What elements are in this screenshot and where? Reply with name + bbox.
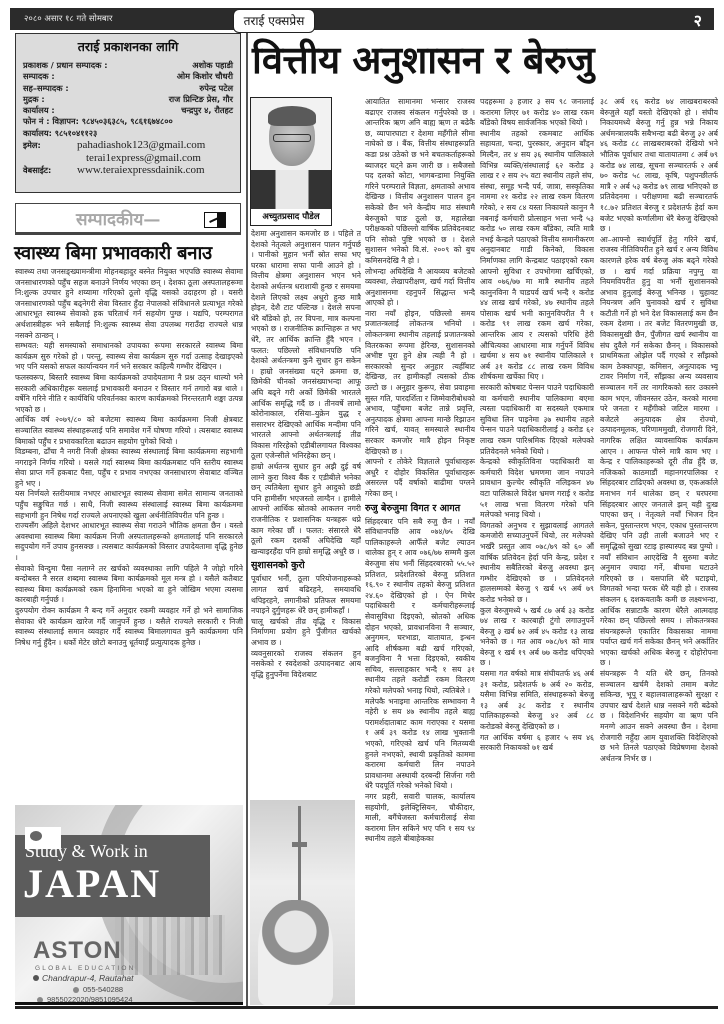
issue-date: २०८० असार १८ गते सोमबार xyxy=(24,14,113,24)
ad-mobile xyxy=(37,995,133,1004)
ad-phone xyxy=(73,985,123,994)
imprint-box xyxy=(15,33,241,193)
imprint-label: मुद्रक : xyxy=(23,93,45,104)
paragraph: केन्द्रको स्वीकृतिविना पदाधिकारी वा कर्मचारी विदेश भ्रमणमा जान नपाउने प्रावधान कुल्चेर स्वीकृति नलिइकन ४७ वटा पालिकाले विदेश भ्रमण गराई १ करोड ५१ लाख भत्ता वितरण गरेको पनि मलेपको भनाइ थियो । xyxy=(480,457,594,520)
paragraph: पूर्वाधार भनौं, ठूला परियोजनाहरूको लागत खर्च बढिरहने, समयावधि थपिइरहने, लगानीको प्रतिफल समयमा नपाइने दुर्गुणहरू धेरै छन् हामीकहाँ । xyxy=(251,574,361,616)
imprint-value: रुपेन्द्र पटेल xyxy=(199,82,233,93)
paragraph: आयातित सामानमा भन्सार राजस्व बढाएर राजस्व संकलन गर्नुपरेको छ । आन्तरिक ऋण अनि बाह्य ऋण त बढेकै छ, व्यापारघाटा र देशमा महँगीले सीमा नाघेको छ । बैंक, वित्तीय संस्थाहरूप्रति कडा प्रश्न उठेको छ भने बचतकर्ताहरूको ब्याजदर घट्ने क्रम जारी छ । सबैजसो पद दलको कोटा, भागबन्डामा नियुक्ति गरिने परम्पराले विज्ञता, क्षमताको अभाव देखिन्छ । वित्तीय अनुशासन पालन हुन सकेको छैन भने केन्द्रीय माउ संस्थामै बेरुजुको चाङ ठूलो छ, महालेखा परीक्षकको पछिल्लो वार्षिक प्रतिवेदनबाट पनि सोको पुष्टि भएको छ । देशले सुशासन भनेको वि.सं. २००९ को बुच कमिसनदेखि नै हो । xyxy=(365,97,475,265)
ad-brand-subtitle: GLOBAL EDUCATION xyxy=(35,965,136,972)
paragraph: स्वास्थ्य तथा जनसङ्ख्यामन्त्रीमा मोहनबहादुर बस्नेत नियुक्त भएपछि स्वास्थ्य सेवामा जनसाधारणको पहुँच सहज बनाउने निर्णय भएका छन् । देशका ठूला अस्पतालहरूमा नि:शुल्क उपचार हुने शय्यामा गरिएको ठूलो वृद्धि यसको उदाहरण हो । यसरी जनसाधारणको पहुँच बढ्नेगरी सेवा विस्तार हुँदा नेपालको संविधानले प्रत्याभूत गरेको आधारभूत स्वास्थ्य सेवाको हक चरितार्थ गर्न सहयोग पुग्छ । यद्यपि, परम्परागत अर्थशास्त्रीहरू भने सबैलाई नि:शुल्क स्वास्थ्य सेवा उपलब्ध गराउँदा राज्यले धान्न नसक्ने ठान्छन् । xyxy=(15,267,243,340)
student-image xyxy=(258,900,333,1005)
masthead xyxy=(10,8,714,30)
imprint-value: राज प्रिन्टिङ प्रेस, गौर xyxy=(168,93,233,104)
page-number: २ xyxy=(693,11,702,30)
advertisement-study-japan[interactable] xyxy=(15,805,243,1005)
paragraph: ३८ अर्ब १६ करोड ७४ लाखबराबरको बेरुजुले यहाँ यस्तो देखिएको हो । संघीय निकायमध्ये बेरुजु गर्नु हुन्न भन्ने निकाय अर्थमन्त्रालयकै सबैभन्दा बढी बेरुजु ३२ अर्ब ४६ करोड ८८ लाखबराबरको देखियो भने भौतिक पूर्वाधार तथा यातायातमा ८ अर्ब ७९ करोड ७४ लाख, सूचना सञ्चारतर्फ २ अर्ब ७० करोड ५८ लाख, कृषि, पशुपन्छीतर्फ मात्रै २ अर्ब ५३ करोड ७९ लाख भनिएको छ प्रतिवेदनमा । परीक्षणमा बढी सञ्चारतर्फ १८.७२ प्रतिशत बेरुजु र प्रदेशतर्फ हेर्दा कम बजेट भएको कर्णालीमा धेरै बेरुजु देखिएको छ । xyxy=(600,97,718,234)
paragraph: संयन्त्रहरू नै यति धेरै छन्, तिनको सञ्चालन खर्चमै देशको तमाम बजेट सकिन्छ, भूपू र बहालवालाहरूको सुरक्षा र उपचार खर्च देशले धान्न नसक्ने गरी बढेको छ । विदेशनिर्भर सहयोग वा ऋण पनि मनग्गे आउन सक्ने अवस्था छैन । देशमा रोजगारी नहुँदा आम युवाशक्ति विदेशिएको छ भने तिनले पठाएको विप्रेषणमा देशको अर्थतन्त्र निर्भर छ । xyxy=(600,669,718,763)
column-divider xyxy=(246,33,248,1008)
imprint-value: ओम किशोर चौधरी xyxy=(176,71,233,82)
imprint-value: चन्द्रपुर ४, रौतहट xyxy=(181,105,233,116)
paragraph: विगतको अनुभव र सुझावलाई आगतले कमजोरी सच्याउनुपर्ने थियो, तर मलेपको भर्खरै प्रस्तुत आव ०७८/७९ को ६० औं वार्षिक प्रतिवेदन हेर्दा पनि केन्द्र, प्रदेश र स्थानीय सबैतिरको बेरुजु अवस्था झन् गम्भीर देखिएको छ । प्रतिवेदनले हालसम्मको बेरुजु ९ खर्ब ५९ अर्ब ७९ करोड भनेको छ । xyxy=(480,520,594,604)
phone-icon xyxy=(73,987,79,993)
ad-address-text: Chandrapur-4, Rautahat xyxy=(42,973,134,983)
pen-icon xyxy=(204,212,226,228)
imprint-label: सह–सम्पादक : xyxy=(23,82,69,93)
author-byline: अच्युतप्रसाद पौडेल xyxy=(250,209,332,226)
paragraph: लोभन्दा अघिदेखि नै आयव्यय बजेटको व्यवस्था, लेखापरीक्षण, खर्च गर्दा वित्तीय अनुशासनमा रहनुपर्ने सिद्धान्त भन्दै आएको हो । xyxy=(365,266,475,308)
imprint-label: कार्यालय : xyxy=(23,105,55,116)
article-subheading: सुशासनको कुरो xyxy=(251,560,305,572)
ad-address xyxy=(33,973,134,983)
article-column-4 xyxy=(600,97,718,1007)
email-label: इमेल: xyxy=(23,140,41,151)
location-pin-icon xyxy=(33,975,39,981)
paragraph: कुल बेरुजुमध्ये ५ खर्ब ८७ अर्ब ३३ करोड ७४ लाख र कारबाही टुंगो लगाउनुपर्ने बेरुजु ३ खर्ब ७२ अर्ब ४५ करोड १३ लाख भनेको छ । गत आव ०७८/७९ को मात्र बेरुजु १ खर्ब १९ अर्ब ७७ करोड थपिएको छ । xyxy=(480,605,594,668)
paragraph: सरकारी कोषबाट पेन्सन पाउने पदाधिकारी वा कर्मचारी स्थानीय पालिकामा बएमा त्यस्ता पदाधिकारी वा सदस्यले एकमात्र सुविधा लिन पाइनेमा ३७ स्थानीय तहले पेन्सन पाउने पदाधिकारीलाई ३ करोड ६२ लाख रकम पारिश्रमिक दिएको मलेपको प्रतिवेदनले भनेको थियो । xyxy=(480,383,594,456)
paragraph: व्यवनुसारको राजस्व संकलन हुन नसकेको र स्वदेशको उत्पादनबाट आय वृद्धि हुनुपर्नेमा विदेशबाट xyxy=(251,648,361,679)
ad-mobile-text: 9855022020/9851095424 xyxy=(47,995,133,1004)
editorial-headline: स्वास्थ्य बिमा प्रभावकारी बनाउ xyxy=(14,243,212,264)
paragraph: देशमा अनुशासन कमजोर छ । पहिले त देशको नेतृत्वले अनुशासन पालन गर्नुपर्छ । पानीको मुहान भनौं स्रोत सफा भए घरका धारामा सफा पानी आउने हो । वित्तीय क्षेत्रमा अनुशासन भएन भने देशको अर्थतन्त्र धराशायी हुन्छ र समयमा देशले लिएको लक्ष्य अधुरो हुन्छ मात्रै होइन, देशै टाट पल्टिन्छ । देशले सपना धेरै बाँडेको हो, तर विपना, मात्र कल्पना भएको छ । राजनीतिक क्रान्तिहरू त भए धेरै, तर आर्थिक क्रान्ति हुँदै भएन । फलत: पछिल्लो संविधानपछि पनि देशको अर्थतन्त्रमा कुनै सुधार हुन सकेन । हाम्रो जनसंख्या घट्ने क्रममा छ, छिमेकी चीनको जनसंख्याभन्दा आफू अघि बढ्ने गरी अर्को छिमेकी भारतले आर्थिक समृद्धि गर्दै छ । तीनवर्षे लामो कोरोनाकाल, रसिया–युक्रेन युद्ध र ससारभर देखिएको आर्थिक मन्दीमा पनि भारतले आफ्नो अर्थतन्त्रलाई तीव्र विकास गरिरहेको एडीबीलगायत विश्वका ठूला एजेन्सीले भनिरहेका छन् । xyxy=(251,229,361,461)
article-column-1 xyxy=(251,229,361,749)
paragraph: राज्यसँग अहिले देशभर आधारभूत स्वास्थ्य सेवा गराउने भौतिक क्षमता छैन । यस्तो अवस्थामा स्वास्थ्य बिमा कार्यक्रम निजी अस्पतालहरूको क्षमतालाई पनि सरकारले सदुपयोग गर्ने उपाय हुनसक्छ । त्यसबाट कार्यक्रमको विस्तार उपादेयतामा वृद्धि हुनेछ । xyxy=(15,521,243,563)
paragraph: यसमा गत वर्षको मात्र संघीयतर्फ ४६ अर्ब ३१ करोड, प्रदेशतर्फ ७ अर्ब २० करोड, यसैमा विभिन्न समिति, संस्थाहरूको बेरुजु १३ अर्ब ३८ करोड र स्थानीय पालिकाहरूको बेरुजु ४२ अर्ब ८८ करोडको बेरुजु देखिएको छ । xyxy=(480,669,594,732)
imprint-row xyxy=(23,60,233,71)
paragraph: आफ्नो र तोकेरे विज्ञताले पूर्वाधारहरू अधुरै र दोहोर विकसित पूर्वाधारहरू असरल्ल पर्दै वर्षाको बाढीमा पग्लने गरेका छन् । xyxy=(365,457,475,498)
paragraph: गत आर्थिक वर्षमा ६ हजार ५ सय ४६ सरकारी निकायको ७१ खर्ब xyxy=(480,732,594,753)
paragraph: पदहरूमा ३ हजार ३ सय ९८ जनालाई करारमा लिएर ७१ करोड ४० लाख रकम बाँडेको विषय सार्वजनिक भएको थियो । xyxy=(480,97,594,128)
website-label: वेबसाईट: xyxy=(23,165,52,176)
paper-name: तराई एक्सप्रेस xyxy=(233,9,315,33)
imprint-label: प्रकाशक / प्रधान सम्पादक : xyxy=(23,60,108,70)
paragraph: आ–आफ्नो स्वार्थपूर्ति हेतु गरिने खर्च, राजस्व नीतिविपरीत हुने खर्च र अन्य विविध कारणले हरेक वर्ष बेरुजु अंक बढ्ने गरेको छ । खर्च गर्दा प्रक्रिया नपुग्नु वा नियमविपरीत हुनु वा भनौं सुशासनको अभाव हुनुलाई बेरुजु भनिन्छ । चुहावट नियन्त्रण अनि चुनावको खर्च र सुविधा कटौती गर्ने हो भने देश विकासलाई कम छैन रकम देशमा । तर बजेट वितरणमुखी छ, विकासमुखी छैन, पुँजीगत खर्च स्थानीय वा संघ दुवैले गर्न सकेका छैनन् । विकासको प्राथमिकता ओझेल पर्दै गएको र साँझको काम ठेक्कापट्टा, कमिसन, अनुत्पादक भ्यू टावर निर्माण गर्ने, साँझका अन्य व्यवसाय सञ्चालन गर्ने तर नागरिकको स्तर उकास्ने काम भएन, जीवनस्तर उठेन, करको मारमा परे जनता र महँगीको जटिल मारमा । बजेटले अनुत्पादक क्षेत्र रोज्यो, उत्पादनमूलक, परिणाममुखी, रोजगारी दिने, नागरिक लक्षित व्यावसायिक कार्यक्रम आएन । आफन्त पोस्ने मात्रै काम भए । केन्द्र र पालिकाहरूको दूरी तीव्र हुँदै छ, नजिकको काठमाडौं महानगरपालिका र सिंहदरबार टाढिएको अवस्था छ, एकअर्काले मनाभन गर्न थालेका छन् र घरघरमा सिंहदरबार आएर जनताले झन् यही दुःख पाएका छन् । नेतृत्वले नयाँ भिजन दिन सकेन, पुस्तान्तरण भएन, एकाध पुस्तान्तरण देखिए पनि उही ताली बजाउने भए र समृद्धिको सुखा रटाइ हास्यास्पद बन्न पुग्यो । नयाँ संविधान आएदेखि नै सुरुमा बजेट अनुमान ज्यादा गर्ने, बीचमा घटाउने गरिएको छ । यसपालि धेरै घटाइयो, विगतको भन्दा फरक धेरै यही हो । राजस्व संकलन ६ दशकयताकै कमी छ लक्ष्यभन्दा, आर्थिक सन्नाटाकै कारण धेरैले आत्मदाह गरेका छन् पछिल्लो समय । लोकतन्त्रका संयन्त्रहरूले एकातिर विकासका नाममा पर्याप्त खर्च गर्न सकेका छैनन् भने अर्कातिर भएका खर्चको अधिक बेरुजु र दोहोरोपना छ । xyxy=(600,234,718,668)
article-column-3 xyxy=(480,97,594,1007)
imprint-row xyxy=(23,94,233,105)
editorial-section-label: सम्पादकीय— xyxy=(76,210,161,230)
paragraph: सम्भवत: यही समस्याको समाधानको उपायका रूपमा सरकारले स्वास्थ्य बिमा कार्यक्रम सुरु गरेको हो । परन्तु, स्वास्थ्य सेवा कार्यक्रम सुरु गर्दा उत्साह देखाइएको भए पनि यसको सफल कार्यान्वयन गर्न भने सरकार कहिल्यै गम्भीर देखिएन । xyxy=(15,341,243,372)
paragraph: विडम्बना, ढाँचा नै नगरी निजी क्षेत्रका स्वास्थ्य संस्थालाई बिमा कार्यक्रममा सहभागी नगराइने निर्णय गरियो । यसले गर्दा स्वास्थ्य बिमा कार्यक्रमबाट पनि स्तरीय स्वास्थ्य सेवा प्राप्त गर्ने हकबाट पैसा, पहुँच र प्रभाव नभएका जनसाधारण सेवाबाट वञ्चित हुने भए । xyxy=(15,447,243,488)
imprint-phone: फोन नं : विज्ञापन: ९८४५०३६३८५, ९८६१६७४८०० xyxy=(23,116,173,127)
paragraph: स्थानीय तहको रकमबाट आर्थिक सहायता, चन्दा, पुरस्कार, अनुदान बाँड्न मिल्दैन, तर ४ सय ३६ स्थानीय पालिकाले विभिन्न व्यक्ति/संस्थालाई ६२ करोड ३ लाख र २ सय २५ वटा स्थानीय तहले संघ, संस्था, समूह भन्दै पर्व, जात्रा, सस्कृतिका नाममा २१ करोड २२ लाख रकम वितरण गरेको, २ सय ८४ यस्ता निकायले कानुन नै नबनाई कर्मचारी प्रोत्साहन भत्ता भन्दै ५३ करोड ५० लाख रकम बाँडेका, त्यति मात्रै नभई केन्द्रले पठाएको वित्तीय समानीकरण अनुदानबाट गाडी किनेको, विकास निर्माणका लागि केन्द्रबाट पठाइएको रकम आफ्नो सुविधा र उपभोगमा खर्चिएको, आव ०७६/७७ मा मात्रै स्थानीय तहले कानुनविना नै चाडपर्व खर्च भन्दै १ करोड ४४ लाख खर्च गरेको, ४७ स्थानीय तहले पोसाक खर्च भनी कानुनविपरीत नै १ करोड ९१ लाख रकम खर्च गरेका, आन्तरिक आय र त्यसको परिधि हेरी औचित्यका आधारमा मात्र गर्नुपर्ने विविध खर्चमा ४ सय ७१ स्थानीय पालिकाले १ अर्ब ३१ करोड ८८ लाख रकम विविध शीर्षकमा खर्चेका थिए । xyxy=(480,128,594,382)
paragraph: दुरुपयोग रोक्न कार्यक्रम नै बन्द गर्ने अनुदार रकमी व्यवहार गर्ने हो भने सामाजिक सेवाका धेरै कार्यक्रम खारेज गर्दै जानुपर्ने हुन्छ । यसैले राज्यले सरकारी र निजी स्वास्थ्य संस्थालाई समान व्यवहार गर्दै स्वास्थ्य बिमालगायत कुनै कार्यक्रममा पनि निषेध गर्नु हुँदैन । धर्को मेटेर छोटो बनाउनु धूर्तयाइँ प्रत्युत्पादक हुनेछ । xyxy=(15,606,243,647)
paragraph: सेवाको विन्दुमा पैसा नलाग्ने तर खर्चको व्यवस्थाका लागि पहिले नै जोहो गरिने बन्दोबस्त नै सरल शब्दमा स्वास्थ्य बिमा कार्यक्रमको मूल मन्त्र हो । यसैले कतैबाट स्वास्थ्य बिमा कार्यक्रमको रकम हिनामिना भएको वा हुने जोखिम भएमा त्यसमा कारबाही गर्नुपर्छ । xyxy=(15,563,243,605)
paragraph: यस निर्णयले स्तरीयमात्र नभएर आधारभूत स्वास्थ्य सेवामा समेत सामान्य जनताको पहुँच सङ्कुचित गर्छ । साथै, निजी स्वास्थ्य संस्थालाई स्वास्थ्य बिमा कार्यक्रममा सहभागी हुन निषेध गर्दा राज्यले अपनाएको खुला अर्थनीतिविपरीत पनि हुन्छ । xyxy=(15,489,243,520)
article-column-2 xyxy=(365,97,475,1007)
imprint-value: अशोक पहाडी xyxy=(192,60,233,70)
website-link[interactable]: www.teraiexpressdainik.com xyxy=(77,164,205,177)
imprint-email-row xyxy=(23,139,233,152)
editorial-body xyxy=(15,267,243,797)
ad-brand-logo: ASTON xyxy=(33,937,122,964)
imprint-title: तराई प्रकाशनका लागि xyxy=(77,39,179,54)
ad-tagline: Study & Work in xyxy=(25,841,148,861)
imprint-office-phone: कार्यालय: ९८५१०४११२३ xyxy=(23,127,98,138)
article-subheading: रुजु बेरुजुमा विगत र आगत xyxy=(365,502,461,514)
mobile-icon xyxy=(37,997,43,1003)
paragraph: नगर प्रहरी, सवारी चालक, कार्यालय सहयोगी, इलेक्ट्रिसियन, चौकीदार, माली, बगैंचेजस्ता कर्मचारीलाई सेवा करारमा लिन सकिने भए पनि १ सय ९४ स्थानीय तहले बीबाहेकका xyxy=(365,792,475,844)
paragraph: सिंहदरबार पनि सबै रुजु छैन । नयाँ संविधानपछि आव ०७४/७५ देखि पालिकाहरूले आफैँले बजेट ल्याउन थालेका हुन् र आव ०७६/७७ सम्ममै कुल बेरुजुमा संघ भनौं सिंहदरबारको ५५.५२ प्रतिशत, प्रदेशतिरको बेरुजु प्रतिशत १६.९० र स्थानीय तहको बेरुजु प्रतिशत २४.६० देखिएको हो । ऐन मिचेर पदाधिकारी र कर्मचारीहरूलाई सेवासुविधा दिइएको, स्रोतको अधिक दोहन भएको, प्रावधानविना नै सञ्चार, अनुगमन, घरभाडा, यातायात, इन्धन आदि शीर्षकमा बढी खर्च गरिएको, बजनुविना नै भत्ता दिइएको, स्वकीय सचिव, सल्लाहकार भन्दै १ सय ३१ स्थानीय तहले करोडौं रकम वितरण गरेको मलेपको भनाइ थियो, त्यतिबेले । xyxy=(365,516,475,696)
advertisement-image[interactable] xyxy=(250,800,355,1005)
author-glasses xyxy=(273,134,311,142)
author-photo xyxy=(250,97,332,210)
ad-country: JAPAN xyxy=(23,861,162,906)
imprint-row xyxy=(23,83,233,94)
author-suit xyxy=(251,170,332,210)
imprint-label: सम्पादक : xyxy=(23,71,55,82)
email-link[interactable]: pahadiashok123@gmail.com xyxy=(77,139,206,152)
bottom-rule xyxy=(15,1006,718,1009)
imprint-website-row xyxy=(23,164,233,177)
article-headline: वित्तीय अनुशासन र बेरुजु xyxy=(252,38,595,82)
editorial-section-label-box xyxy=(15,203,241,235)
imprint-row xyxy=(23,105,233,116)
email-link[interactable]: terai1express@gmail.com xyxy=(86,151,201,164)
imprint-row xyxy=(23,71,233,82)
paragraph: हाम्रो अर्थतन्त्र सुधार हुन अझै दुई वर्ष लाग्ने कुरा विश्व बैंक र एडीबीले भनेका छन् त्यतिबेला सुधार हुने आदुको छडी पनि हामीसँग भएजस्तो लाग्दैन । हामीले आफ्नो आर्थिक स्रोतको आकलन नगरी राजनीतिक र प्रशासनिक यन्त्रहरू थप्ने काम गरेका छौं । फलत: संसारले धेरै ठूलो रकम दशकौं अघिदेखि यहाँ खन्याइरहँदा पनि हाम्रो समृद्धि अधुरै छ । xyxy=(251,462,361,556)
author-hair xyxy=(268,106,316,126)
paragraph: चालू खर्चको तीव्र वृद्धि र विकास निर्माणमा प्रयोग हुने पुँजीगत खर्चको अभाव छ । xyxy=(251,616,361,647)
paragraph: मलेपकै भनाइमा आन्तरिक सम्भावना नै नहेरी ४ सय ४७ स्थानीय तहले बाह्य परामर्शदाताबाट काम गराएका र यसमा १ अर्ब ३९ करोड १४ लाख भुक्तानी भएको, गरिएको खर्च पनि मितव्ययी हुनले नभएको, स्थायी प्रकृतिको काममा करारमा कर्मचारी लिन नपाउने प्रावधानमा अस्थायी दरबन्दी सिर्जना गरी धेरै पदपूर्ति गरेको भनेको थियो । xyxy=(365,696,475,791)
paragraph: आर्थिक वर्ष २०७९/८० को बजेटमा स्वास्थ्य बिमा कार्यक्रममा निजी क्षेत्रबाट सञ्चालित स्वास्थ्य संस्थाहरूलाई पनि समावेश गर्ने घोषणा गरियो । त्यसबाट स्वास्थ्य बिमाको पहुँच र प्रभावकारिता बढाउन सहयोग पुगेको थियो । xyxy=(15,415,243,446)
ad-phone-text: 055-540288 xyxy=(83,985,124,994)
paragraph: फलस्वरूप, बिस्तारै स्वास्थ्य बिमा कार्यक्रमको उपादेयतामा नै प्रश्न उठ्न थाल्यो भने सरकारी अधिकारीहरू यसलाई प्रभावकारी बनाउन र विस्तार गर्न तगारो बन्न थाले । वर्षेनि गरिने नीति र कार्यविधि परिवर्तनका कारण कार्यक्रमको निरन्तरतामै शङ्का उत्पन्न भएको छ । xyxy=(15,372,243,414)
paragraph: नारा नयाँ होइन, पछिल्लो समय प्रजातन्त्रलाई लोकतन्त्र भनियो । लोकतन्त्रमा स्थानीय तहलाई प्रजातन्त्रको वितरकका रूपमा हेरिन्छ, सुशासनको अभीष्ट पूरा हुने क्षेत्र त्यही नै हो । सरकारको सुन्दर अनुहार त्यहीँबाट देखिन्छ, तर हामीकहाँ त्यसको ठीक उल्टो छ । अनुहार कुरूप, सेवा प्रवाहमा सुस्त गति, पारदर्शिता र जिम्मेवारीबोधको अभाव, पहुँचमा बजेट तान्ने प्रवृत्ति, अनुत्पादक क्षेत्रमा आफ्ना मान्छे रिझाउन गरिने खर्च, यावत् समस्याले स्थानीय सरकार कमजोर मात्रै होइन निकृष्ट देखिएको छ । xyxy=(365,308,475,456)
